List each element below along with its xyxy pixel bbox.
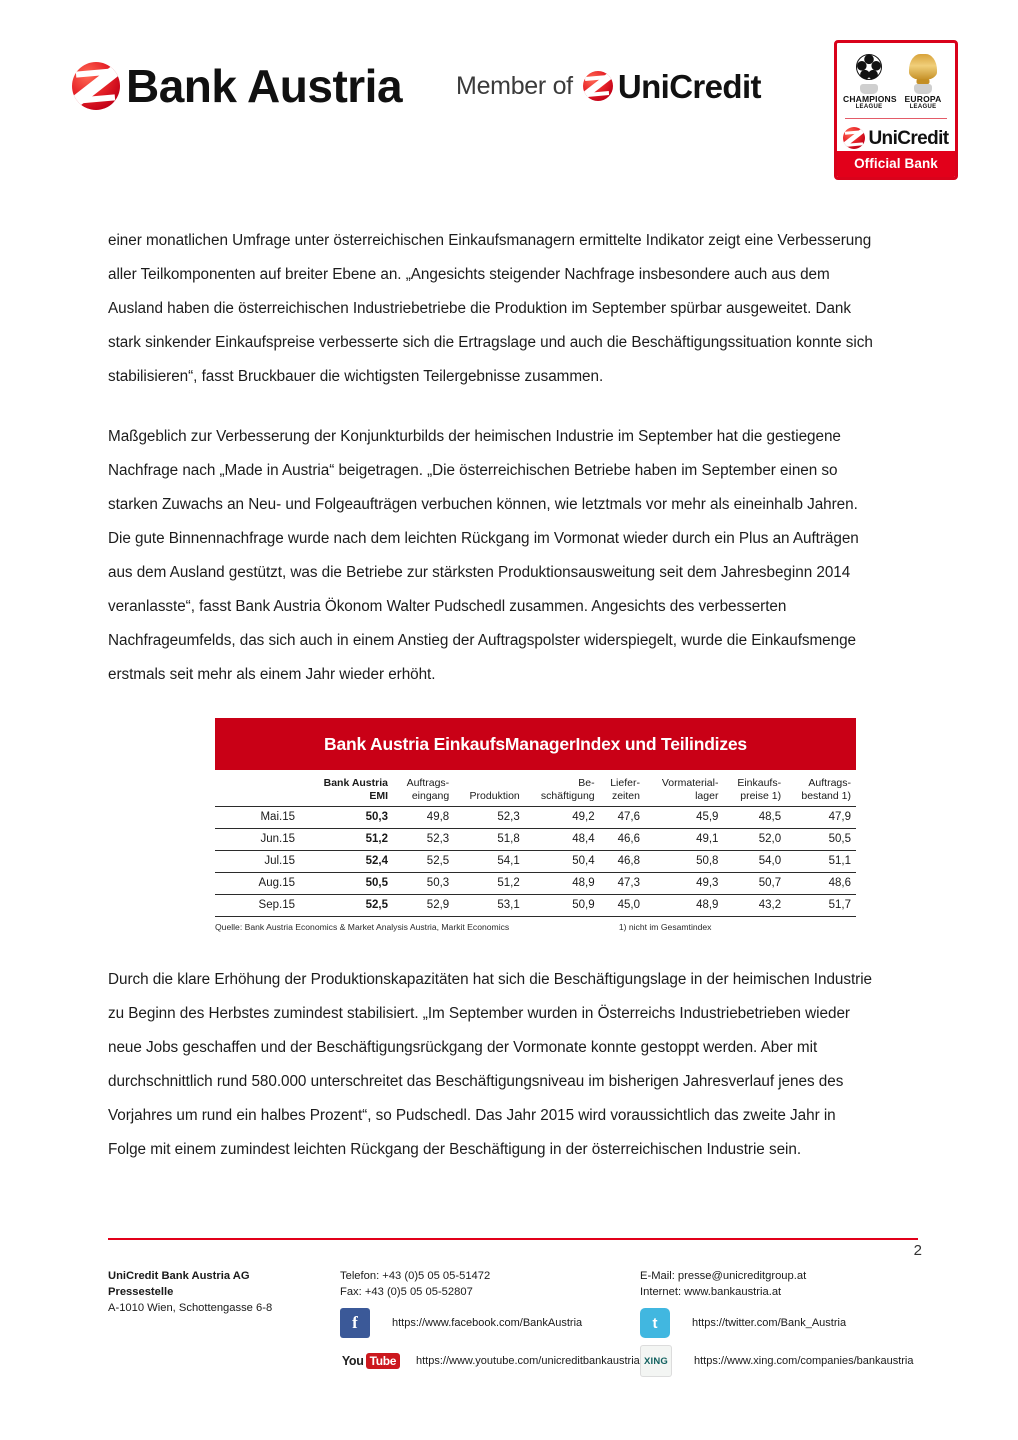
unicredit-sphere-icon-badge bbox=[843, 127, 865, 149]
cell-produktion: 51,8 bbox=[454, 829, 525, 851]
column-header-beschaeftigung-line1: Be- bbox=[578, 777, 595, 789]
youtube-row[interactable] bbox=[340, 1346, 640, 1376]
cell-vormateriallager: 45,9 bbox=[645, 807, 723, 829]
column-header-emi-line1: Bank Austria bbox=[323, 777, 388, 789]
table-row bbox=[215, 851, 856, 873]
column-header-vormateriallager bbox=[645, 777, 723, 807]
table-row bbox=[215, 807, 856, 829]
footer-contact-column bbox=[340, 1268, 640, 1376]
cell-beschaeftigung: 49,2 bbox=[525, 807, 600, 829]
row-label: Aug.15 bbox=[215, 873, 300, 895]
badge-sponsor-lockup bbox=[837, 119, 955, 155]
twitter-icon[interactable]: t bbox=[640, 1308, 670, 1338]
cell-auftragsbestand: 51,1 bbox=[786, 851, 856, 873]
cell-vormateriallager: 50,8 bbox=[645, 851, 723, 873]
row-label: Jun.15 bbox=[215, 829, 300, 851]
column-header-beschaeftigung bbox=[525, 777, 600, 807]
row-label: Sep.15 bbox=[215, 895, 300, 917]
cell-lieferzeiten: 47,6 bbox=[600, 807, 645, 829]
facebook-url[interactable]: https://www.facebook.com/BankAustria bbox=[392, 1317, 583, 1329]
emi-data-table bbox=[215, 777, 856, 917]
champions-league-ball-icon bbox=[843, 52, 895, 82]
footer-address-column bbox=[108, 1268, 340, 1376]
cell-produktion: 51,2 bbox=[454, 873, 525, 895]
column-header-produktion-line2: Produktion bbox=[469, 790, 520, 802]
cell-lieferzeiten: 46,6 bbox=[600, 829, 645, 851]
footer-columns bbox=[108, 1268, 918, 1376]
figure-footnote: 1) nicht im Gesamtindex bbox=[618, 922, 712, 932]
unicredit-wordmark: UniCredit bbox=[617, 67, 761, 105]
cell-vormateriallager: 49,1 bbox=[645, 829, 723, 851]
cell-vormateriallager: 48,9 bbox=[645, 895, 723, 917]
brand-lockup bbox=[72, 62, 761, 110]
badge-sponsor-wordmark: UniCredit bbox=[868, 127, 949, 149]
column-header-emi-line2: EMI bbox=[369, 790, 388, 802]
column-header-auftragsbestand-line1: Auftrags- bbox=[808, 777, 851, 789]
cell-emi: 52,4 bbox=[300, 851, 393, 873]
cell-auftragsbestand: 51,7 bbox=[786, 895, 856, 917]
department-name: Pressestelle bbox=[108, 1286, 174, 1298]
company-name: UniCredit Bank Austria AG bbox=[108, 1270, 250, 1282]
page-footer bbox=[0, 1220, 1018, 1440]
column-header-auftragseingang bbox=[393, 777, 454, 807]
cell-produktion: 52,3 bbox=[454, 807, 525, 829]
xing-url[interactable]: https://www.xing.com/companies/bankaustria bbox=[694, 1355, 914, 1367]
column-header-emi bbox=[300, 777, 393, 807]
page-number: 2 bbox=[913, 1242, 922, 1259]
table-row bbox=[215, 873, 856, 895]
cell-vormateriallager: 49,3 bbox=[645, 873, 723, 895]
cell-einkaufspreise: 50,7 bbox=[723, 873, 786, 895]
europa-league-line1: EUROPA bbox=[904, 94, 942, 104]
youtube-icon[interactable] bbox=[340, 1346, 402, 1376]
cell-emi: 50,5 bbox=[300, 873, 393, 895]
footer-online-column bbox=[640, 1268, 918, 1376]
badge-status-label: Official Bank bbox=[837, 151, 955, 177]
cell-einkaufspreise: 52,0 bbox=[723, 829, 786, 851]
figure-source: Quelle: Bank Austria Economics & Market Analysis Austria, Markit Economics bbox=[215, 922, 510, 932]
emi-table-figure bbox=[215, 718, 856, 933]
cell-lieferzeiten: 46,8 bbox=[600, 851, 645, 873]
cell-produktion: 54,1 bbox=[454, 851, 525, 873]
column-header-auftragseingang-line1: Auftrags- bbox=[406, 777, 450, 789]
twitter-row[interactable] bbox=[640, 1308, 918, 1338]
row-label: Jul.15 bbox=[215, 851, 300, 873]
cell-produktion: 53,1 bbox=[454, 895, 525, 917]
cell-auftragseingang: 50,3 bbox=[393, 873, 454, 895]
twitter-url[interactable]: https://twitter.com/Bank_Austria bbox=[692, 1317, 847, 1329]
column-header-month bbox=[215, 777, 300, 807]
column-header-einkaufspreise-line1: Einkaufs- bbox=[737, 777, 782, 789]
cell-beschaeftigung: 48,9 bbox=[525, 873, 600, 895]
cell-emi: 52,5 bbox=[300, 895, 393, 917]
table-row bbox=[215, 829, 856, 851]
europa-league-block bbox=[897, 52, 949, 111]
page-header bbox=[0, 0, 1018, 200]
unicredit-sphere-icon-small bbox=[583, 71, 613, 101]
column-header-lieferzeiten-line2: zeiten bbox=[611, 790, 640, 802]
cell-auftragseingang: 52,9 bbox=[393, 895, 454, 917]
column-header-lieferzeiten-line1: Liefer- bbox=[610, 777, 640, 789]
column-header-beschaeftigung-line2: schäftigung bbox=[540, 790, 595, 802]
table-head bbox=[215, 777, 856, 807]
column-header-vormateriallager-line2: lager bbox=[695, 790, 719, 802]
cell-beschaeftigung: 48,4 bbox=[525, 829, 600, 851]
uefa-official-bank-badge bbox=[834, 40, 958, 180]
paragraph-2: Maßgeblich zur Verbesserung der Konjunkturbilds der heimischen Industrie im September hat die gestiegene Nachfrage nach „Made in Austria“ beigetragen. „Die österreichischen Betriebe haben im September einen so starken Zuwachs an Neu- und Folgeaufträgen verbuchen können, wie letztmals vor mehr als eineinhalb Jahren. Die gute Binnennachfrage wurde nach dem leichten Rückgang im Vormonat wieder durch ein Plus an Aufträgen aus dem Ausland gestützt, was die Betriebe zur stärksten Produktionsausweitung seit dem Jahresbeginn 2014 veranlasste“, fasst Bank Austria Ökonom Walter Pudschedl zusammen. Angesichts des verbesserten Nachfrageumfelds, das sich auch in einem Anstieg der Auftragspolster widerspiegelt, wurde die Einkaufsmenge erstmals seit mehr als einem Jahr wieder erhöht. bbox=[108, 428, 859, 683]
youtube-label-tube: Tube bbox=[366, 1353, 401, 1369]
paragraph-3: Durch die klare Erhöhung der Produktionskapazitäten hat sich die Beschäftigungslage in der heimischen Industrie zu Beginn des Herbstes zumindest stabilisiert. „Im September wurden in Österreichs Industriebetrieben wieder neue Jobs geschaffen und der Beschäftigungsrückgang der Vormonate konnte gestoppt werden. Aber mit durchschnittlich rund 580.000 unterschreitet das Beschäftigungsniveau im bisherigen Jahresverlauf jenes des Vorjahres um rund ein halbes Prozent“, so Pudschedl. Das Jahr 2015 wird voraussichtlich das zweite Jahr in Folge mit einem zumindest leichten Rückgang der Beschäftigung in der österreichischen Industrie sein. bbox=[108, 971, 873, 1158]
table-body bbox=[215, 807, 856, 917]
article-body bbox=[108, 224, 876, 1193]
cell-auftragseingang: 49,8 bbox=[393, 807, 454, 829]
cell-auftragsbestand: 47,9 bbox=[786, 807, 856, 829]
europa-league-line2: LEAGUE bbox=[909, 103, 937, 110]
column-header-produktion bbox=[454, 777, 525, 807]
cell-lieferzeiten: 45,0 bbox=[600, 895, 645, 917]
column-header-einkaufspreise-line2: preise 1) bbox=[740, 790, 782, 802]
paragraph-1: einer monatlichen Umfrage unter österreichischen Einkaufsmanagern ermittelte Indikator zeigt eine Verbesserung aller Teilkomponenten auf breiter Ebene an. „Angesichts steigender Nachfrage insbesondere auch aus dem Ausland haben die österreichischen Industriebetriebe die Produktion im September spürbar ausgeweitet. Dank stark sinkender Einkaufspreise verbesserte sich die Ertragslage und auch die Beschäftigungssituation konnte sich stabilisieren“, fasst Bruckbauer die wichtigsten Teilergebnisse zusammen. bbox=[108, 232, 873, 385]
column-header-einkaufspreise bbox=[723, 777, 786, 807]
cell-einkaufspreise: 43,2 bbox=[723, 895, 786, 917]
company-address: A-1010 Wien, Schottengasse 6-8 bbox=[108, 1302, 273, 1314]
cell-lieferzeiten: 47,3 bbox=[600, 873, 645, 895]
column-header-auftragsbestand-line2: bestand 1) bbox=[801, 790, 851, 802]
column-header-auftragsbestand bbox=[786, 777, 856, 807]
column-header-vormateriallager-line1: Vormaterial- bbox=[661, 777, 719, 789]
youtube-url[interactable]: https://www.youtube.com/unicreditbankaustria bbox=[416, 1355, 640, 1367]
facebook-row[interactable] bbox=[340, 1308, 640, 1338]
row-label: Mai.15 bbox=[215, 807, 300, 829]
champions-league-line1: CHAMPIONS bbox=[843, 94, 897, 104]
fax-line: Fax: +43 (0)5 05 05-52807 bbox=[340, 1286, 473, 1298]
badge-leagues bbox=[837, 43, 955, 114]
uefa-crest-icon bbox=[860, 84, 878, 94]
facebook-icon[interactable]: f bbox=[340, 1308, 370, 1338]
cell-auftragsbestand: 48,6 bbox=[786, 873, 856, 895]
figure-title: Bank Austria EinkaufsManagerIndex und Teilindizes bbox=[215, 718, 856, 770]
cell-emi: 51,2 bbox=[300, 829, 393, 851]
phone-line: Telefon: +43 (0)5 05 05-51472 bbox=[340, 1270, 491, 1282]
brand-wordmark: Bank Austria bbox=[126, 60, 403, 112]
champions-league-line2: LEAGUE bbox=[855, 103, 883, 110]
champions-league-block bbox=[843, 52, 895, 111]
cell-beschaeftigung: 50,9 bbox=[525, 895, 600, 917]
table-row bbox=[215, 895, 856, 917]
xing-row[interactable] bbox=[640, 1346, 918, 1376]
email-line: E-Mail: presse@unicreditgroup.at bbox=[640, 1270, 807, 1282]
figure-footnotes bbox=[215, 917, 856, 933]
internet-line: Internet: www.bankaustria.at bbox=[640, 1286, 782, 1298]
cell-einkaufspreise: 48,5 bbox=[723, 807, 786, 829]
europa-league-trophy-icon bbox=[897, 52, 949, 82]
table-header-row bbox=[215, 777, 856, 807]
youtube-label-you: You bbox=[341, 1354, 364, 1368]
unicredit-sphere-icon bbox=[72, 62, 120, 110]
cell-auftragsbestand: 50,5 bbox=[786, 829, 856, 851]
member-of-label: Member of bbox=[456, 71, 573, 100]
column-header-auftragseingang-line2: eingang bbox=[411, 790, 450, 802]
cell-auftragseingang: 52,5 bbox=[393, 851, 454, 873]
xing-icon[interactable]: XING bbox=[640, 1345, 672, 1377]
uefa-crest-icon-2 bbox=[914, 84, 932, 94]
cell-emi: 50,3 bbox=[300, 807, 393, 829]
column-header-lieferzeiten bbox=[600, 777, 645, 807]
cell-auftragseingang: 52,3 bbox=[393, 829, 454, 851]
footer-divider bbox=[108, 1238, 918, 1240]
cell-einkaufspreise: 54,0 bbox=[723, 851, 786, 873]
cell-beschaeftigung: 50,4 bbox=[525, 851, 600, 873]
bank-austria-logo bbox=[72, 62, 402, 110]
